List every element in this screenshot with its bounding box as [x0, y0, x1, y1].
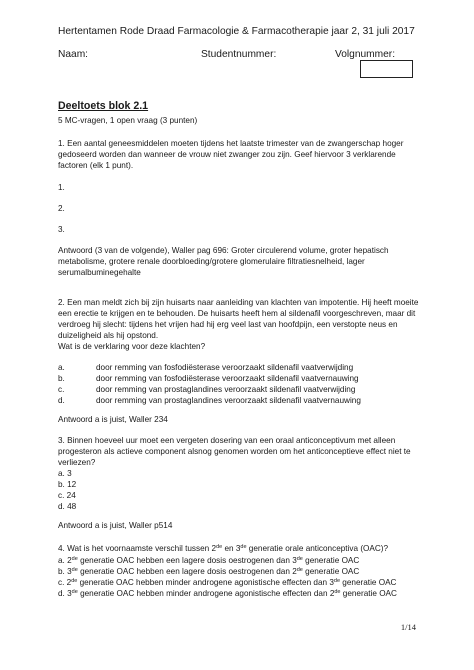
q2-line-5: Wat is de verklaring voor deze klachten?	[58, 342, 206, 351]
q4-text-part: 4. Wat is het voornaamste verschil tussen 2	[58, 544, 217, 553]
q4-option-part: generatie OAC	[302, 556, 360, 565]
q2-answer: Antwoord a is juist, Waller 234	[58, 415, 168, 424]
section-title: Deeltoets blok 2.1	[58, 100, 149, 112]
q2-option-letter: d.	[58, 396, 65, 405]
q1-answer-line-2: metabolisme, grotere renale doorbloeding/grotere glomerulaire filtratiesnelheid, lager	[58, 257, 365, 266]
q2-option-text: door remming van prostaglandines veroorzaakt sildenafil vaatverwijding	[96, 385, 356, 394]
q2-line-4: duizeligheid als hij opstond.	[58, 331, 159, 340]
q4-superscript: de	[296, 556, 303, 562]
q1-answer-number-1: 1.	[58, 183, 65, 192]
student-number-label: Studentnummer:	[201, 49, 277, 60]
q2-option-text: door remming van fosfodiësterase veroorzaakt sildenafil vaatverwijding	[96, 363, 354, 372]
q3-line-1: 3. Binnen hoeveel uur moet een vergeten dosering van een oraal anticonceptivum met alleen	[58, 436, 396, 445]
q4-text-part: generatie orale anticonceptiva (OAC)?	[246, 544, 389, 553]
q2-option-text: door remming van fosfodiësterase veroorzaakt sildenafil vaatvernauwing	[96, 374, 359, 383]
q2-line-2: een erectie te krijgen en te behouden. De huisarts heeft hem al sildenafil voorgeschreven, maar dit	[58, 309, 416, 318]
q1-line-2: gedoseerd worden dan wanneer de vrouw niet zwanger zou zijn. Geef hiervoor 3 verklarende	[58, 150, 396, 159]
q1-answer-line-3: serumalbuminegehalte	[58, 268, 141, 277]
q4-superscript: de	[240, 544, 247, 550]
q4-option-part: a. 2	[58, 556, 72, 565]
q4-option-part: generatie OAC	[340, 589, 397, 598]
q4-option-part: generatie OAC	[302, 567, 360, 576]
q4-superscript: de	[334, 589, 341, 595]
q4-option-part: generatie OAC	[340, 578, 397, 587]
page-number: 1/14	[400, 622, 416, 632]
q4-superscript: de	[71, 556, 78, 562]
q4-question	[58, 543, 388, 554]
q4-option-part: generatie OAC hebben een lagere dosis oestrogenen dan 2	[77, 567, 297, 576]
q4-superscript: de	[71, 578, 78, 584]
q4-option-part: b. 3	[58, 567, 72, 576]
q3-answer: Antwoord a is juist, Waller p514	[58, 521, 173, 530]
q1-answer-number-3: 3.	[58, 225, 65, 234]
q4-superscript: de	[296, 567, 303, 573]
page-header: Hertentamen Rode Draad Farmacologie & Farmacotherapie jaar 2, 31 juli 2017	[58, 26, 415, 37]
q3-option: c. 24	[58, 491, 76, 500]
q1-line-3: factoren (elk 1 punt).	[58, 161, 134, 170]
q1-answer-number-2: 2.	[58, 204, 65, 213]
q3-option: d. 48	[58, 502, 77, 511]
sequence-number-box[interactable]	[360, 60, 413, 78]
section-subtitle: 5 MC-vragen, 1 open vraag (3 punten)	[58, 116, 198, 125]
q2-line-1: 2. Een man meldt zich bij zijn huisarts naar aanleiding van klachten van impotentie. Hij heeft moeite	[58, 298, 419, 307]
q4-option	[58, 588, 397, 599]
q2-option-letter: b.	[58, 374, 65, 383]
q4-superscript: de	[216, 544, 223, 550]
q4-superscript: de	[71, 567, 78, 573]
q2-option-letter: a.	[58, 363, 65, 372]
q4-superscript: de	[333, 578, 341, 584]
q4-option-part: generatie OAC hebben minder androgene agonistische effecten dan 3	[77, 578, 334, 587]
q2-option-letter: c.	[58, 385, 65, 394]
q4-option-part: c. 2	[58, 578, 72, 587]
q3-option: b. 12	[58, 480, 77, 489]
name-label: Naam:	[58, 49, 89, 60]
q4-superscript: de	[71, 589, 78, 595]
sequence-number-label: Volgnummer:	[335, 49, 396, 60]
q4-option	[58, 566, 359, 577]
q4-option	[58, 555, 359, 566]
q1-answer-line-1: Antwoord (3 van de volgende), Waller pag 696: Groter circulerend volume, groter hepatisch	[58, 246, 389, 255]
q4-option-part: generatie OAC hebben minder androgene agonistische effecten dan 2	[77, 589, 335, 598]
q3-line-3: verliezen?	[58, 458, 96, 467]
q3-line-2: progesteron als actieve component alsnog genomen worden om het anticonceptieve effect niet te	[58, 447, 411, 456]
q1-line-1: 1. Een aantal geneesmiddelen moeten tijdens het laatste trimester van de zwangerschap hoger	[58, 139, 404, 148]
q4-option-part: d. 3	[58, 589, 72, 598]
q4-option	[58, 577, 396, 588]
q2-line-3: verdroeg hij slecht: tijdens het vrijen had hij erg veel last van hoofdpijn, een verstopte neus en	[58, 320, 398, 329]
q3-option: a. 3	[58, 469, 72, 478]
q2-option-text: door remming van prostaglandines veroorzaakt sildenafil vaatvernauwing	[96, 396, 361, 405]
q4-text-part: en 3	[222, 544, 241, 553]
q4-option-part: generatie OAC hebben een lagere dosis oestrogenen dan 3	[77, 556, 297, 565]
